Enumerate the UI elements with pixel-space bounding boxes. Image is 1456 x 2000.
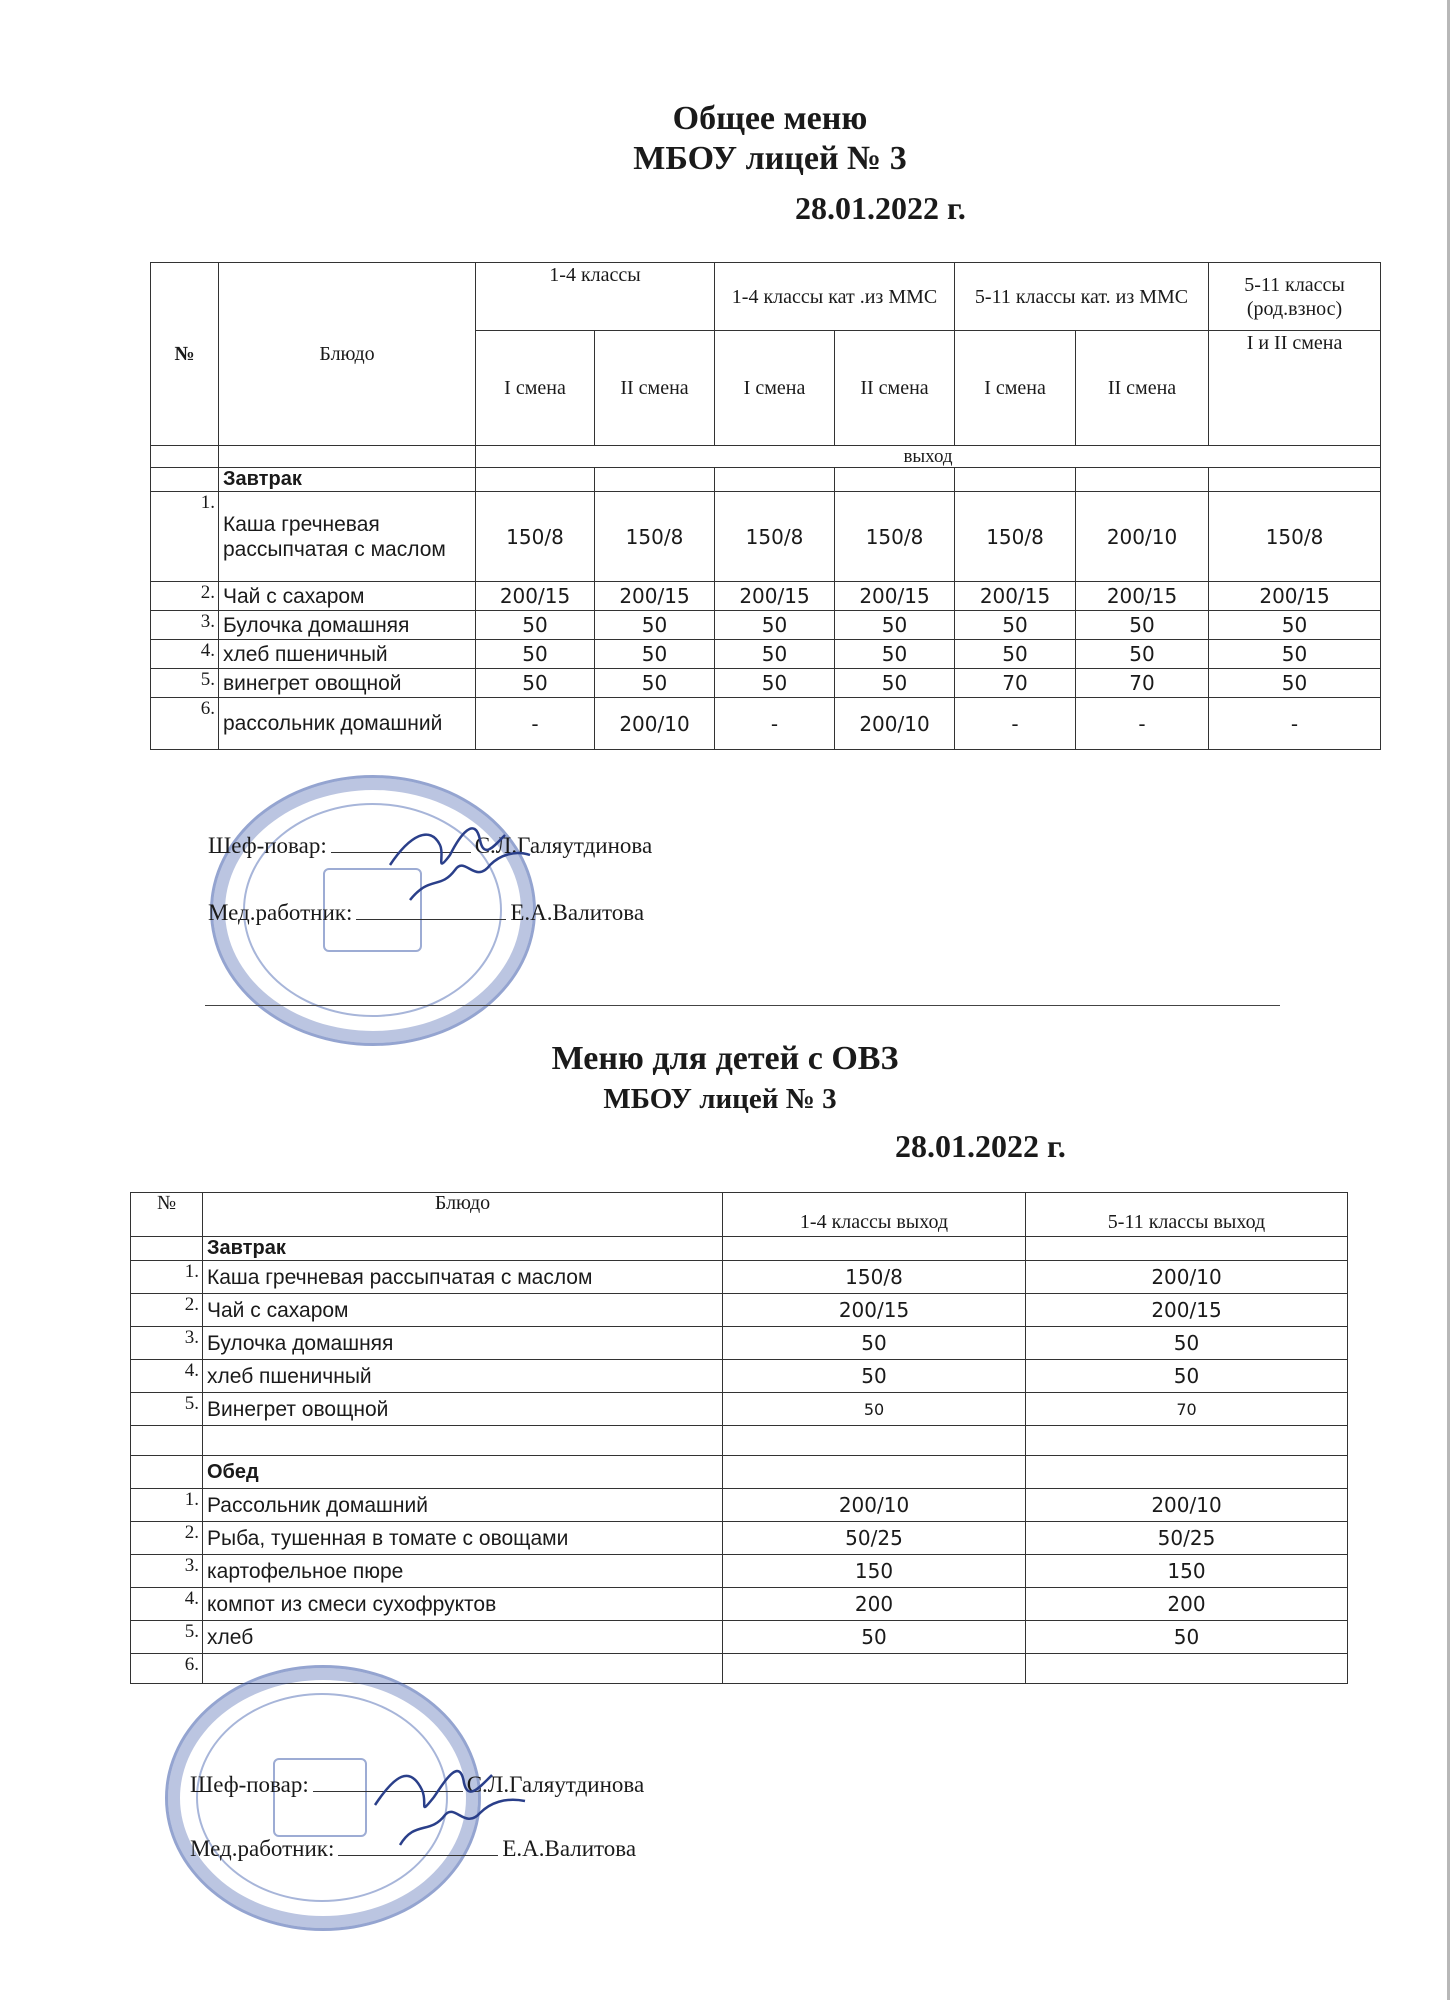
med-label: Мед.работник: (208, 900, 353, 925)
table-row (151, 698, 1381, 750)
shift-header: I смена (715, 331, 835, 446)
group-5-11-mms: 5-11 классы кат. из ММС (955, 263, 1209, 331)
table-row (131, 1327, 1348, 1360)
ovz-dish-header: Блюдо (203, 1193, 723, 1237)
blank-cell (955, 468, 1076, 492)
row-dish: Рыба, тушенная в томате с овощами (203, 1522, 723, 1555)
row-dish: Булочка домашняя (203, 1327, 723, 1360)
table-row (151, 492, 1381, 582)
row-num: 4. (131, 1360, 203, 1393)
row-dish: Винегрет овощной (203, 1393, 723, 1426)
output-label: выход (476, 446, 1381, 468)
row-value: 150 (723, 1555, 1026, 1588)
row-num: 1. (151, 492, 219, 582)
blank-cell (131, 1456, 203, 1489)
row-value: 50 (715, 669, 835, 698)
row-value: 200 (723, 1588, 1026, 1621)
general-date: 28.01.2022 г. (795, 190, 966, 226)
row-value: 200/10 (595, 698, 715, 750)
blank-cell (131, 1237, 203, 1261)
table-row (131, 1393, 1348, 1426)
signature-icon (380, 795, 540, 915)
row-value: 70 (1026, 1393, 1348, 1426)
row-value: 50 (715, 640, 835, 669)
shift-header: I смена (476, 331, 595, 446)
row-value: 50 (835, 611, 955, 640)
row-dish: винегрет овощной (219, 669, 476, 698)
row-value: 50 (595, 611, 715, 640)
blank-cell (131, 1426, 203, 1456)
section-divider (205, 1005, 1280, 1006)
table-row (151, 669, 1381, 698)
row-value: 200/15 (595, 582, 715, 611)
table-row (131, 1522, 1348, 1555)
row-num: 2. (151, 582, 219, 611)
blank-cell (723, 1193, 1026, 1209)
general-title: Общее меню (672, 100, 868, 137)
blank-cell (203, 1426, 723, 1456)
group-5-11-paid: 5-11 классы (род.взнос) (1209, 263, 1381, 331)
row-value: 50 (595, 640, 715, 669)
blank-cell (1209, 468, 1381, 492)
row-dish: Чай с сахаром (203, 1294, 723, 1327)
row-value: 200/15 (723, 1294, 1026, 1327)
ovz-col2-header: 5-11 классы выход (1026, 1209, 1348, 1237)
row-value: 200/15 (1076, 582, 1209, 611)
ovz-school: МБОУ лицей № 3 (603, 1083, 837, 1115)
row-value: 200/10 (1076, 492, 1209, 582)
row-num: 1. (131, 1489, 203, 1522)
blank-cell (723, 1456, 1026, 1489)
row-value: - (476, 698, 595, 750)
row-value: 200/10 (835, 698, 955, 750)
row-value: 50/25 (1026, 1522, 1348, 1555)
row-dish: Рассольник домашний (203, 1489, 723, 1522)
blank-cell (219, 446, 476, 468)
blank-cell (1026, 1426, 1348, 1456)
row-value: 150/8 (723, 1261, 1026, 1294)
signature-icon (360, 1735, 530, 1855)
blank-cell (835, 468, 955, 492)
row-value: 200/15 (1026, 1294, 1348, 1327)
chef-label: Шеф-повар: (208, 833, 327, 858)
row-num: 4. (131, 1588, 203, 1621)
table-row (131, 1621, 1348, 1654)
row-value: 50/25 (723, 1522, 1026, 1555)
row-value: 200/15 (476, 582, 595, 611)
shift-header: II смена (595, 331, 715, 446)
row-value: 200/10 (1026, 1489, 1348, 1522)
blank-cell (1076, 468, 1209, 492)
row-dish: хлеб (203, 1621, 723, 1654)
row-num: 5. (131, 1621, 203, 1654)
row-num: 6. (151, 698, 219, 750)
row-num: 4. (151, 640, 219, 669)
row-dish: картофельное пюре (203, 1555, 723, 1588)
row-value: 50 (1209, 611, 1381, 640)
shift-header: I смена (955, 331, 1076, 446)
row-value: 150/8 (715, 492, 835, 582)
table-row (131, 1360, 1348, 1393)
row-num: 3. (131, 1327, 203, 1360)
blank-cell (1026, 1237, 1348, 1261)
row-value: 50 (1026, 1327, 1348, 1360)
scan-edge (1447, 0, 1450, 2000)
blank-cell (723, 1237, 1026, 1261)
col-dish-header: Блюдо (219, 263, 476, 446)
section-breakfast: Завтрак (219, 468, 476, 492)
row-value: 200/15 (835, 582, 955, 611)
general-school: МБОУ лицей № 3 (633, 140, 907, 177)
row-value: 200/10 (1026, 1261, 1348, 1294)
row-num: 5. (151, 669, 219, 698)
col-num-header: № (151, 263, 219, 446)
row-dish: рассольник домашний (219, 698, 476, 750)
section-breakfast: Завтрак (203, 1237, 723, 1261)
row-value: 50 (1209, 669, 1381, 698)
ovz-num-header: № (131, 1193, 203, 1237)
row-num: 3. (151, 611, 219, 640)
ovz-title: Меню для детей с ОВЗ (551, 1040, 899, 1077)
table-row (151, 640, 1381, 669)
table-row (151, 611, 1381, 640)
row-value: 200/10 (723, 1489, 1026, 1522)
med-label: Мед.работник: (190, 1836, 335, 1861)
row-value: 50 (955, 640, 1076, 669)
row-value: 50 (955, 611, 1076, 640)
blank-cell (151, 468, 219, 492)
blank-cell (723, 1426, 1026, 1456)
chef-name: С.Л.Галяутдинова (474, 833, 653, 858)
blank-cell (151, 446, 219, 468)
row-value: 200/15 (1209, 582, 1381, 611)
row-value: 50 (835, 640, 955, 669)
row-value: 50 (1026, 1621, 1348, 1654)
row-value: - (715, 698, 835, 750)
row-value: 70 (955, 669, 1076, 698)
ovz-date: 28.01.2022 г. (895, 1128, 1066, 1164)
row-value: - (955, 698, 1076, 750)
row-value: 50 (595, 669, 715, 698)
row-value: - (1209, 698, 1381, 750)
row-value: 50 (476, 611, 595, 640)
row-dish: Каша гречневая рассыпчатая с маслом (203, 1261, 723, 1294)
row-value: 50 (1209, 640, 1381, 669)
row-value: - (1076, 698, 1209, 750)
row-value: 50 (1076, 611, 1209, 640)
row-value: 50 (723, 1360, 1026, 1393)
row-value: 50 (723, 1327, 1026, 1360)
row-num: 6. (131, 1654, 203, 1684)
row-value: 200/15 (955, 582, 1076, 611)
chef-label: Шеф-повар: (190, 1772, 309, 1797)
med-name: Е.А.Валитова (502, 1836, 637, 1861)
ovz-col1-header: 1-4 классы выход (723, 1209, 1026, 1237)
row-value: 200 (1026, 1588, 1348, 1621)
table-row (131, 1261, 1348, 1294)
row-num: 1. (131, 1261, 203, 1294)
row-value: 50 (715, 611, 835, 640)
table-row (131, 1294, 1348, 1327)
blank-cell (1026, 1456, 1348, 1489)
blank-cell (1026, 1193, 1348, 1209)
row-value: 150 (1026, 1555, 1348, 1588)
ovz-menu-table (130, 1192, 1348, 1684)
row-value: 150/8 (835, 492, 955, 582)
blank-cell (476, 468, 595, 492)
row-value: 150/8 (955, 492, 1076, 582)
row-value: 50 (476, 669, 595, 698)
shift-header: I и II смена (1209, 331, 1381, 446)
row-value (723, 1654, 1026, 1684)
row-dish: Булочка домашняя (219, 611, 476, 640)
table-row (131, 1555, 1348, 1588)
row-value: 50 (476, 640, 595, 669)
row-num: 5. (131, 1393, 203, 1426)
section-lunch: Обед (203, 1456, 723, 1489)
row-value: 200/15 (715, 582, 835, 611)
row-value: 50 (1026, 1360, 1348, 1393)
general-menu-table (150, 262, 1381, 750)
row-value (1026, 1654, 1348, 1684)
row-dish: хлеб пшеничный (203, 1360, 723, 1393)
row-value: 70 (1076, 669, 1209, 698)
row-value: 50 (1076, 640, 1209, 669)
row-value: 50 (723, 1621, 1026, 1654)
row-value: 50 (723, 1393, 1026, 1426)
row-value: 150/8 (595, 492, 715, 582)
row-value: 50 (835, 669, 955, 698)
row-dish: компот из смеси сухофруктов (203, 1588, 723, 1621)
blank-cell (715, 468, 835, 492)
group-1-4-mms: 1-4 классы кат .из ММС (715, 263, 955, 331)
chef-name: С.Л.Галяутдинова (466, 1772, 645, 1797)
row-num: 3. (131, 1555, 203, 1588)
row-value: 150/8 (476, 492, 595, 582)
table-row (131, 1588, 1348, 1621)
shift-header: II смена (835, 331, 955, 446)
table-row (151, 582, 1381, 611)
row-dish: хлеб пшеничный (219, 640, 476, 669)
row-value: 150/8 (1209, 492, 1381, 582)
row-dish: Чай с сахаром (219, 582, 476, 611)
med-name: Е.А.Валитова (510, 900, 645, 925)
blank-cell (595, 468, 715, 492)
group-1-4: 1-4 классы (476, 263, 715, 331)
row-dish: Каша гречневая рассыпчатая с маслом (219, 492, 476, 582)
row-num: 2. (131, 1294, 203, 1327)
table-row (131, 1489, 1348, 1522)
row-num: 2. (131, 1522, 203, 1555)
shift-header: II смена (1076, 331, 1209, 446)
